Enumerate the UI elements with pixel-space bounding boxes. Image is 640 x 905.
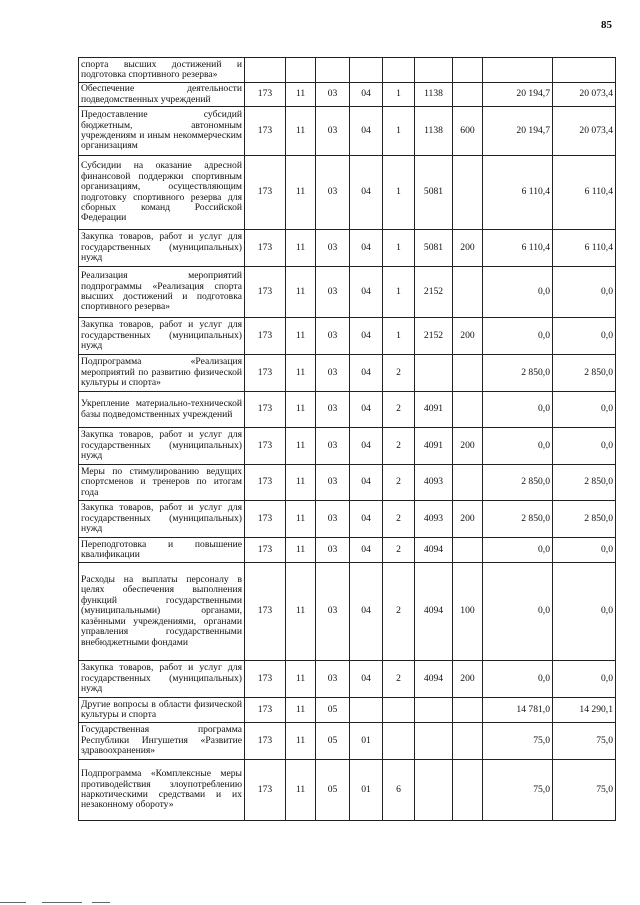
program-code-cell: 04 [350, 318, 383, 355]
table-row [79, 563, 616, 661]
ministry-code-cell [245, 58, 286, 83]
amount-plan-cell: 0,0 [483, 267, 553, 318]
subsection-code-cell: 03 [316, 563, 350, 661]
amount-executed-cell: 6 110,4 [553, 156, 616, 230]
subsection-code-cell: 03 [316, 230, 350, 267]
expense-type-cell [453, 392, 483, 428]
subsection-code-cell: 03 [316, 465, 350, 501]
amount-plan-cell: 0,0 [483, 563, 553, 661]
target-article-cell [415, 58, 453, 83]
amount-executed-cell: 14 290,1 [553, 698, 616, 723]
amount-executed-cell: 0,0 [553, 318, 616, 355]
table-row [79, 538, 616, 563]
section-code-cell: 11 [286, 355, 316, 392]
ministry-code-cell: 173 [245, 501, 286, 538]
subprogram-code-cell: 2 [383, 392, 415, 428]
budget-table-body [79, 58, 616, 821]
section-code-cell: 11 [286, 501, 316, 538]
program-code-cell [350, 58, 383, 83]
subsection-code-cell [316, 58, 350, 83]
subprogram-code-cell: 1 [383, 230, 415, 267]
expense-type-cell: 600 [453, 107, 483, 156]
program-code-cell: 04 [350, 465, 383, 501]
target-article-cell: 4091 [415, 392, 453, 428]
section-code-cell: 11 [286, 563, 316, 661]
target-article-cell [415, 698, 453, 723]
expense-type-cell [453, 156, 483, 230]
section-code-cell: 11 [286, 723, 316, 760]
amount-plan-cell: 2 850,0 [483, 501, 553, 538]
subprogram-code-cell: 1 [383, 107, 415, 156]
subsection-code-cell: 03 [316, 107, 350, 156]
expense-type-cell [453, 698, 483, 723]
amount-executed-cell: 2 850,0 [553, 465, 616, 501]
amount-executed-cell: 0,0 [553, 661, 616, 698]
expense-type-cell [453, 58, 483, 83]
amount-executed-cell: 0,0 [553, 392, 616, 428]
amount-plan-cell: 0,0 [483, 318, 553, 355]
row-name-cell: Субсидии на оказание адресной финансовой поддержки спортивным организациям, осуществляющим подготовку спортивного резерва для сборных команд Российской Федерации [79, 156, 245, 230]
table-row [79, 760, 616, 821]
target-article-cell: 2152 [415, 318, 453, 355]
subprogram-code-cell: 2 [383, 501, 415, 538]
row-name-cell: Государственная программа Республики Ингушетия «Развитие здравоохранения» [79, 723, 245, 760]
expense-type-cell [453, 538, 483, 563]
subprogram-code-cell: 2 [383, 428, 415, 465]
amount-executed-cell: 20 073,4 [553, 83, 616, 107]
subprogram-code-cell: 2 [383, 355, 415, 392]
scan-artifact-line [92, 902, 110, 903]
amount-plan-cell: 75,0 [483, 723, 553, 760]
expense-type-cell [453, 760, 483, 821]
row-name-cell: Обеспечение деятельности подведомственных учреждений [79, 83, 245, 107]
expense-type-cell [453, 723, 483, 760]
ministry-code-cell: 173 [245, 355, 286, 392]
table-row [79, 355, 616, 392]
section-code-cell: 11 [286, 760, 316, 821]
target-article-cell: 1138 [415, 83, 453, 107]
row-name-cell: Закупка товаров, работ и услуг для государственных (муниципальных) нужд [79, 428, 245, 465]
section-code-cell: 11 [286, 661, 316, 698]
target-article-cell: 4094 [415, 563, 453, 661]
row-name-cell: Закупка товаров, работ и услуг для государственных (муниципальных) нужд [79, 661, 245, 698]
amount-plan-cell: 20 194,7 [483, 107, 553, 156]
subsection-code-cell: 03 [316, 392, 350, 428]
table-row [79, 107, 616, 156]
page-number: 85 [601, 19, 612, 31]
target-article-cell: 4093 [415, 501, 453, 538]
target-article-cell: 5081 [415, 156, 453, 230]
amount-executed-cell: 0,0 [553, 267, 616, 318]
subsection-code-cell: 03 [316, 538, 350, 563]
table-row [79, 428, 616, 465]
row-name-cell: Предоставление субсидий бюджетным, автономным учреждениям и иным некоммерческим организациям [79, 107, 245, 156]
table-row [79, 83, 616, 107]
section-code-cell: 11 [286, 318, 316, 355]
target-article-cell: 4094 [415, 538, 453, 563]
subprogram-code-cell [383, 723, 415, 760]
budget-table [78, 57, 616, 821]
program-code-cell: 04 [350, 501, 383, 538]
scan-artifact-line [0, 902, 26, 903]
program-code-cell: 01 [350, 723, 383, 760]
program-code-cell: 04 [350, 230, 383, 267]
target-article-cell [415, 355, 453, 392]
program-code-cell: 01 [350, 760, 383, 821]
ministry-code-cell: 173 [245, 267, 286, 318]
target-article-cell: 4093 [415, 465, 453, 501]
subprogram-code-cell: 1 [383, 83, 415, 107]
program-code-cell: 04 [350, 538, 383, 563]
table-row [79, 723, 616, 760]
expense-type-cell: 200 [453, 428, 483, 465]
expense-type-cell [453, 267, 483, 318]
row-name-cell: Переподготовка и повышение квалификации [79, 538, 245, 563]
section-code-cell: 11 [286, 428, 316, 465]
amount-executed-cell [553, 58, 616, 83]
section-code-cell: 11 [286, 392, 316, 428]
row-name-cell: Меры по стимулированию ведущих спортсменов и тренеров по итогам года [79, 465, 245, 501]
row-name-cell: Другие вопросы в области физической культуры и спорта [79, 698, 245, 723]
program-code-cell: 04 [350, 267, 383, 318]
section-code-cell: 11 [286, 107, 316, 156]
table-row [79, 392, 616, 428]
subprogram-code-cell: 2 [383, 465, 415, 501]
expense-type-cell: 200 [453, 661, 483, 698]
subsection-code-cell: 03 [316, 661, 350, 698]
program-code-cell: 04 [350, 428, 383, 465]
target-article-cell: 4094 [415, 661, 453, 698]
section-code-cell [286, 58, 316, 83]
target-article-cell: 2152 [415, 267, 453, 318]
section-code-cell: 11 [286, 538, 316, 563]
subsection-code-cell: 03 [316, 318, 350, 355]
subsection-code-cell: 05 [316, 723, 350, 760]
amount-plan-cell: 0,0 [483, 428, 553, 465]
program-code-cell: 04 [350, 355, 383, 392]
subsection-code-cell: 05 [316, 698, 350, 723]
program-code-cell: 04 [350, 107, 383, 156]
amount-executed-cell: 75,0 [553, 723, 616, 760]
section-code-cell: 11 [286, 698, 316, 723]
section-code-cell: 11 [286, 156, 316, 230]
subsection-code-cell: 03 [316, 267, 350, 318]
ministry-code-cell: 173 [245, 230, 286, 267]
amount-plan-cell: 6 110,4 [483, 230, 553, 267]
amount-plan-cell: 20 194,7 [483, 83, 553, 107]
program-code-cell: 04 [350, 563, 383, 661]
ministry-code-cell: 173 [245, 83, 286, 107]
table-row [79, 465, 616, 501]
target-article-cell: 1138 [415, 107, 453, 156]
target-article-cell: 4091 [415, 428, 453, 465]
ministry-code-cell: 173 [245, 661, 286, 698]
subprogram-code-cell: 1 [383, 318, 415, 355]
expense-type-cell [453, 355, 483, 392]
row-name-cell: Подпрограмма «Реализация мероприятий по развитию физической культуры и спорта» [79, 355, 245, 392]
table-row [79, 661, 616, 698]
table-row [79, 58, 616, 83]
program-code-cell: 04 [350, 156, 383, 230]
table-row [79, 501, 616, 538]
row-name-cell: Закупка товаров, работ и услуг для государственных (муниципальных) нужд [79, 501, 245, 538]
amount-plan-cell: 6 110,4 [483, 156, 553, 230]
subsection-code-cell: 03 [316, 501, 350, 538]
target-article-cell [415, 723, 453, 760]
amount-plan-cell: 2 850,0 [483, 465, 553, 501]
row-name-cell: Расходы на выплаты персоналу в целях обеспечения выполнения функций государственными (муниципальными) органами, казёнными учреждениями, органами управления государственными внебюджетными фондами [79, 563, 245, 661]
subprogram-code-cell: 1 [383, 267, 415, 318]
subprogram-code-cell: 2 [383, 538, 415, 563]
ministry-code-cell: 173 [245, 563, 286, 661]
ministry-code-cell: 173 [245, 465, 286, 501]
program-code-cell: 04 [350, 392, 383, 428]
program-code-cell: 04 [350, 661, 383, 698]
ministry-code-cell: 173 [245, 538, 286, 563]
amount-executed-cell: 2 850,0 [553, 355, 616, 392]
amount-plan-cell: 2 850,0 [483, 355, 553, 392]
amount-plan-cell: 0,0 [483, 661, 553, 698]
ministry-code-cell: 173 [245, 723, 286, 760]
table-row [79, 318, 616, 355]
expense-type-cell: 200 [453, 230, 483, 267]
target-article-cell: 5081 [415, 230, 453, 267]
expense-type-cell [453, 465, 483, 501]
amount-executed-cell: 0,0 [553, 538, 616, 563]
section-code-cell: 11 [286, 83, 316, 107]
amount-plan-cell: 14 781,0 [483, 698, 553, 723]
table-row [79, 267, 616, 318]
subsection-code-cell: 03 [316, 156, 350, 230]
program-code-cell [350, 698, 383, 723]
expense-type-cell [453, 83, 483, 107]
row-name-cell: Подпрограмма «Комплексные меры противодействия злоупотреблению наркотическими средствами и их незаконному обороту» [79, 760, 245, 821]
expense-type-cell: 100 [453, 563, 483, 661]
ministry-code-cell: 173 [245, 760, 286, 821]
program-code-cell: 04 [350, 83, 383, 107]
subprogram-code-cell: 2 [383, 563, 415, 661]
table-row [79, 698, 616, 723]
ministry-code-cell: 173 [245, 318, 286, 355]
ministry-code-cell: 173 [245, 107, 286, 156]
row-name-cell: Закупка товаров, работ и услуг для государственных (муниципальных) нужд [79, 230, 245, 267]
ministry-code-cell: 173 [245, 156, 286, 230]
amount-executed-cell: 20 073,4 [553, 107, 616, 156]
row-name-cell: Закупка товаров, работ и услуг для государственных (муниципальных) нужд [79, 318, 245, 355]
section-code-cell: 11 [286, 267, 316, 318]
row-name-cell: Реализация мероприятий подпрограммы «Реализация спорта высших достижений и подготовка спортивного резерва» [79, 267, 245, 318]
section-code-cell: 11 [286, 465, 316, 501]
amount-executed-cell: 6 110,4 [553, 230, 616, 267]
scan-artifact-line [42, 902, 82, 903]
row-name-cell: Укрепление материально-технической базы подведомственных учреждений [79, 392, 245, 428]
amount-plan-cell: 0,0 [483, 538, 553, 563]
subprogram-code-cell: 2 [383, 661, 415, 698]
section-code-cell: 11 [286, 230, 316, 267]
subsection-code-cell: 05 [316, 760, 350, 821]
subsection-code-cell: 03 [316, 355, 350, 392]
subprogram-code-cell [383, 58, 415, 83]
subsection-code-cell: 03 [316, 428, 350, 465]
subprogram-code-cell: 1 [383, 156, 415, 230]
subprogram-code-cell [383, 698, 415, 723]
subprogram-code-cell: 6 [383, 760, 415, 821]
table-row [79, 230, 616, 267]
subsection-code-cell: 03 [316, 83, 350, 107]
target-article-cell [415, 760, 453, 821]
ministry-code-cell: 173 [245, 698, 286, 723]
table-row [79, 156, 616, 230]
ministry-code-cell: 173 [245, 428, 286, 465]
amount-executed-cell: 0,0 [553, 428, 616, 465]
expense-type-cell: 200 [453, 501, 483, 538]
row-name-cell: спорта высших достижений и подготовка спортивного резерва» [79, 58, 245, 83]
amount-executed-cell: 75,0 [553, 760, 616, 821]
ministry-code-cell: 173 [245, 392, 286, 428]
expense-type-cell: 200 [453, 318, 483, 355]
amount-executed-cell: 0,0 [553, 563, 616, 661]
amount-plan-cell: 75,0 [483, 760, 553, 821]
amount-executed-cell: 2 850,0 [553, 501, 616, 538]
amount-plan-cell [483, 58, 553, 83]
amount-plan-cell: 0,0 [483, 392, 553, 428]
